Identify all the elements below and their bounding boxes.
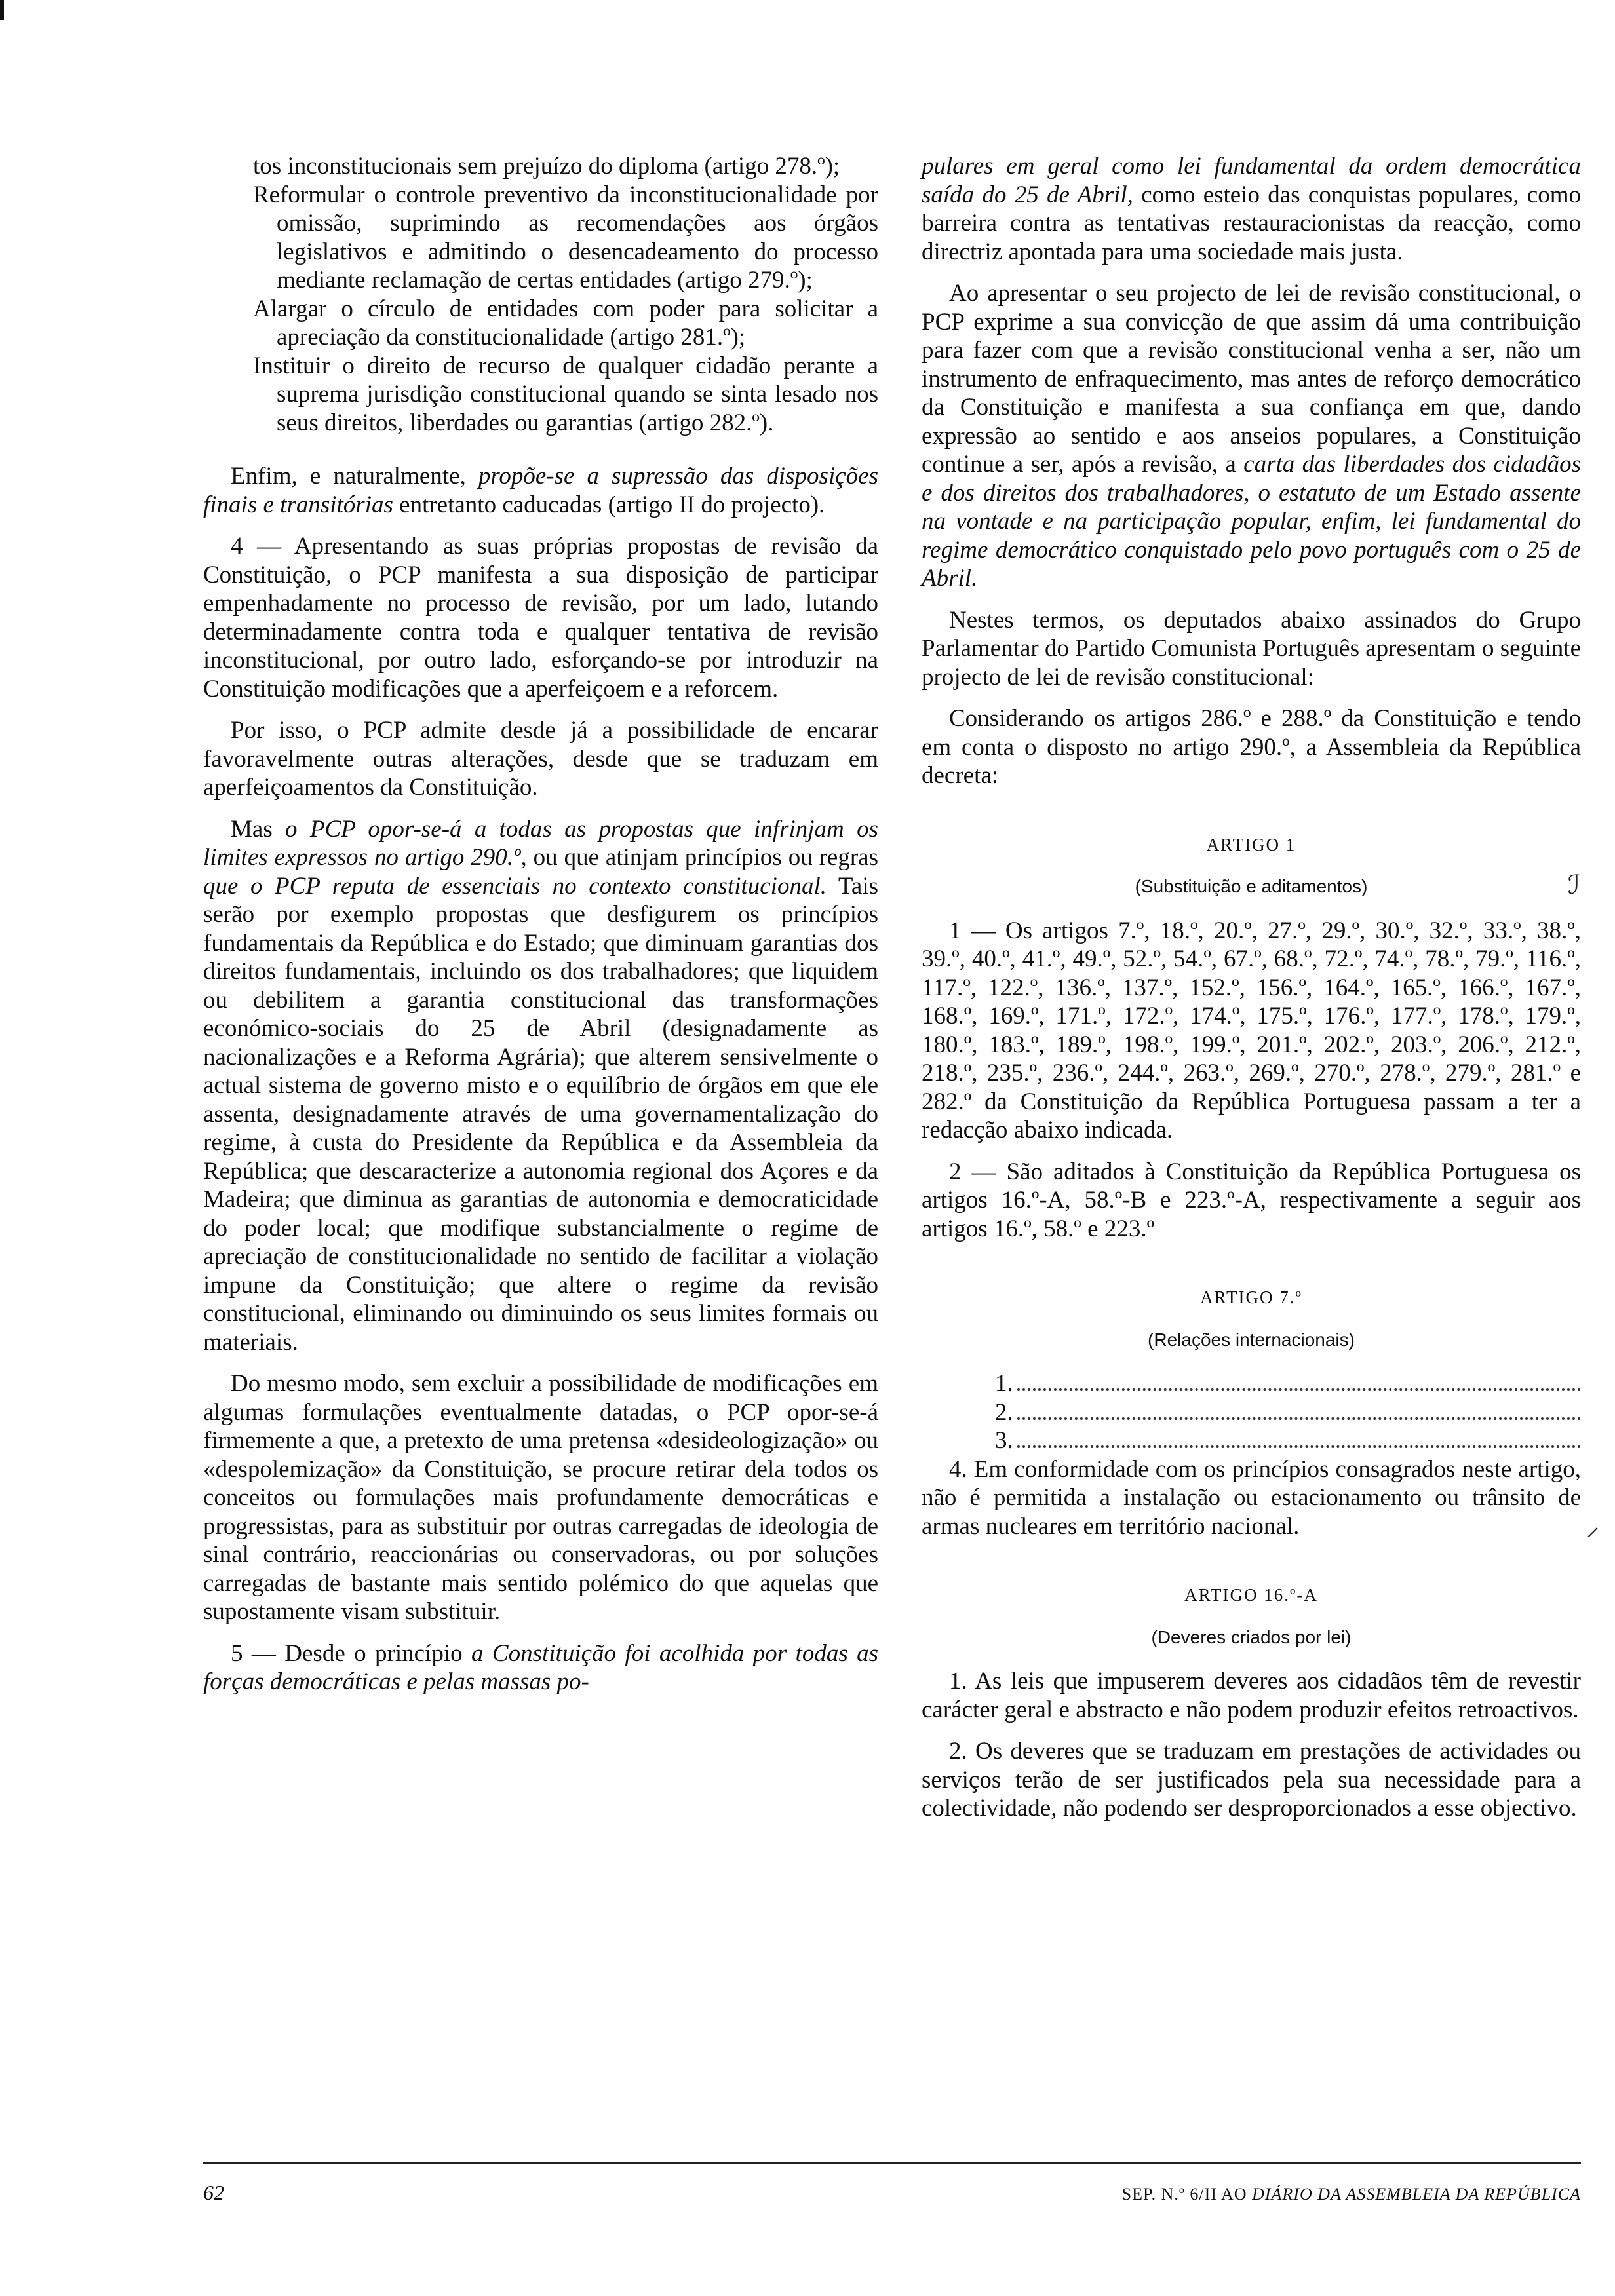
list-item: Reformular o controle preventivo da inconstitucionalidade por omissão, suprimindo as recomendações aos órgãos legislativos e admitindo o desencadeamento do processo mediante reclamação de certas entidades (artigo 279.º); [253, 181, 878, 294]
publication-source: SEP. N.º 6/II AO DIÁRIO DA ASSEMBLEIA DA REPÚBLICA [1121, 2185, 1581, 2204]
article-16a-subtitle: (Deveres criados por lei) [1151, 1626, 1352, 1647]
article-7-item-3: 3. [922, 1426, 1581, 1455]
paragraph-do-mesmo-modo: Do mesmo modo, sem excluir a possibilidade de modificações em algumas formulações eventualmente datadas, o PCP opor-se-á firmemente a que, a pretexto de uma pretensa «desideologização» ou «despolemização» da Constituição, se procure retirar dela todos os conceitos ou formulações mais profundamente democráticas e progressistas, para as substituir por outras carregadas de ideologia de sinal contrário, reaccionárias ou conservadoras, ou por soluções carregadas de bastante mais sentido polémico do que aquelas que supostamente visam substituir. [203, 1370, 878, 1625]
paragraph-5: 5 — Desde o princípio a Constituição foi acolhida por todas as forças democráticas e pelas massas po- [203, 1639, 879, 1695]
article-7-heading: ARTIGO 7.º [1200, 1288, 1302, 1307]
paragraph-mas: Mas o PCP opor-se-á a todas as propostas que infrinjam os limites expressos no artigo 290.º, ou que atinjam princípios ou regras que o PCP reputa de essenciais no contexto constitucional. Tais serão por exemplo propostas que desfigurem os princípios fundamentais da República e do Estado; que diminuam garantias dos direitos fundamentais, incluindo os dos trabalhadores; que liquidem ou debilitem a garantia constitucional das transformações económico-sociais do 25 de Abril (designadamente as nacionalizações e a Reforma Agrária); que alterem sensivelmente o actual sistema de governo misto e o equilíbrio de órgãos em que ele assenta, designadamente através de uma governamentalização do regime, à custa do Presidente da República e da Assembleia da República; que descaracterize a autonomia regional dos Açores e da Madeira; que diminua as garantias de autonomia e democraticidade do poder local; que modifique substancialmente o regime de apreciação de constitucionalidade no sentido de facilitar a violação impune da Constituição; que altere o regime da revisão constitucional, eliminando ou diminuindo os seus limites formais ou materiais. [203, 815, 879, 1356]
footer-rule [203, 2162, 1581, 2164]
list-item: Instituir o direito de recurso de qualquer cidadão perante a suprema jurisdição constitucional quando se sinta lesado nos seus direitos, liberdades ou garantias (artigo 282.º). [253, 352, 878, 436]
left-column [203, 152, 878, 1696]
paragraph-continuation: pulares em geral como lei fundamental da ordem democrática saída do 25 de Abril, como esteio das conquistas populares, como barreira contra as tentativas restauracionistas da reacção, como directriz apontada para uma sociedade mais justa. [922, 153, 1582, 265]
page-number: 62 [203, 2181, 224, 2204]
paragraph-nestes-termos: Nestes termos, os deputados abaixo assinados do Grupo Parlamentar do Partido Comunista Português apresentam o seguinte projecto de lei de revisão constitucional: [922, 606, 1581, 691]
article-7-item-4: 4. Em conformidade com os princípios consagrados neste artigo, não é permitida a instalação ou estacionamento ou trânsito de armas nucleares em território nacional. [922, 1455, 1581, 1540]
article-1-item-2: 2 — São aditados à Constituição da República Portuguesa os artigos 16.º-A, 58.º-B e 223.º-A, respectivamente a seguir aos artigos 16.º, 58.º e 223.º [922, 1158, 1581, 1242]
scan-edge-mark [0, 0, 4, 20]
page-footer [203, 2181, 1581, 2205]
article-1-item-1: 1 — Os artigos 7.º, 18.º, 20.º, 27.º, 29.º, 30.º, 32.º, 33.º, 38.º, 39.º, 40.º, 41.º, 49.º, 52.º, 54.º, 67.º, 68.º, 72.º, 74.º, 78.º, 79.º, 116.º, 117.º, 122.º, 136.º, 137.º, 152.º, 156.º, 164.º, 165.º, 166.º, 167.º, 168.º, 169.º, 171.º, 172.º, 174.º, 175.º, 176.º, 177.º, 178.º, 179.º, 180.º, 183.º, 189.º, 198.º, 199.º, 201.º, 202.º, 203.º, 206.º, 212.º, 218.º, 235.º, 236.º, 244.º, 263.º, 269.º, 270.º, 278.º, 279.º, 281.º e 282.º da Constituição da República Portuguesa passam a ter a redacção abaixo indicada. [922, 917, 1581, 1143]
paragraph-4: 4 — Apresentando as suas próprias propostas de revisão da Constituição, o PCP manifesta a sua disposição de participar empenhadamente no processo de revisão, por um lado, lutando determinadamente contra toda e qualquer tentativa de revisão inconstitucional, por outro lado, esforçando-se por introduzir na Constituição modificações que a aperfeiçoem e a reforcem. [203, 533, 878, 702]
article-1-subtitle: (Substituição e aditamentos) [1135, 876, 1368, 896]
right-column [922, 152, 1581, 1823]
margin-pen-mark: ℐ [1568, 870, 1580, 900]
article-1-heading: ARTIGO 1 [1206, 834, 1296, 854]
paragraph-por-isso: Por isso, o PCP admite desde já a possibilidade de encarar favoravelmente outras alterações, desde que se traduzam em aperfeiçoamentos da Constituição. [203, 717, 878, 801]
margin-pen-mark: ⸝ [1586, 1512, 1599, 1542]
article-16a-item-1: 1. As leis que impuserem deveres aos cidadãos têm de revestir carácter geral e abstracto e não podem produzir efeitos retroactivos. [922, 1668, 1581, 1723]
article-7-item-1: 1. [922, 1369, 1581, 1398]
list-item: tos inconstitucionais sem prejuízo do diploma (artigo 278.º); [253, 153, 840, 180]
paragraph-ao-apresentar: Ao apresentar o seu projecto de lei de revisão constitucional, o PCP exprime a sua convicção de que assim dá uma contribuição para fazer com que a revisão constitucional venha a ser, não um instrumento de enfraquecimento, mas antes de reforço democrático da Constituição e manifesta a sua confiança em que, dando expressão ao sentido e aos anseios populares, a Constituição continue a ser, após a revisão, a carta das liberdades dos cidadãos e dos direitos dos trabalhadores, o estatuto de um Estado assente na vontade e na participação popular, enfim, lei fundamental do regime democrático conquistado pelo povo português com o 25 de Abril. [922, 280, 1581, 592]
article-16a-item-2: 2. Os deveres que se traduzam em prestações de actividades ou serviços terão de ser justificados pela sua necessidade para a colectividade, não podendo ser desproporcionados a esse objectivo. [922, 1738, 1581, 1822]
article-7-item-2: 2. [922, 1398, 1581, 1427]
paragraph-considerando: Considerando os artigos 286.º e 288.º da Constituição e tendo em conta o disposto no artigo 290.º, a Assembleia da República decreta: [922, 705, 1581, 789]
paragraph-enfim: Enfim, e naturalmente, propõe-se a supressão das disposições finais e transitórias entretanto caducadas (artigo II do projecto). [203, 463, 878, 518]
article-16a-heading: ARTIGO 16.º-A [1184, 1585, 1318, 1605]
list-item: Alargar o círculo de entidades com poder para solicitar a apreciação da constitucionalidade (artigo 281.º); [253, 295, 878, 351]
article-7-subtitle: (Relações internacionais) [1148, 1329, 1355, 1350]
